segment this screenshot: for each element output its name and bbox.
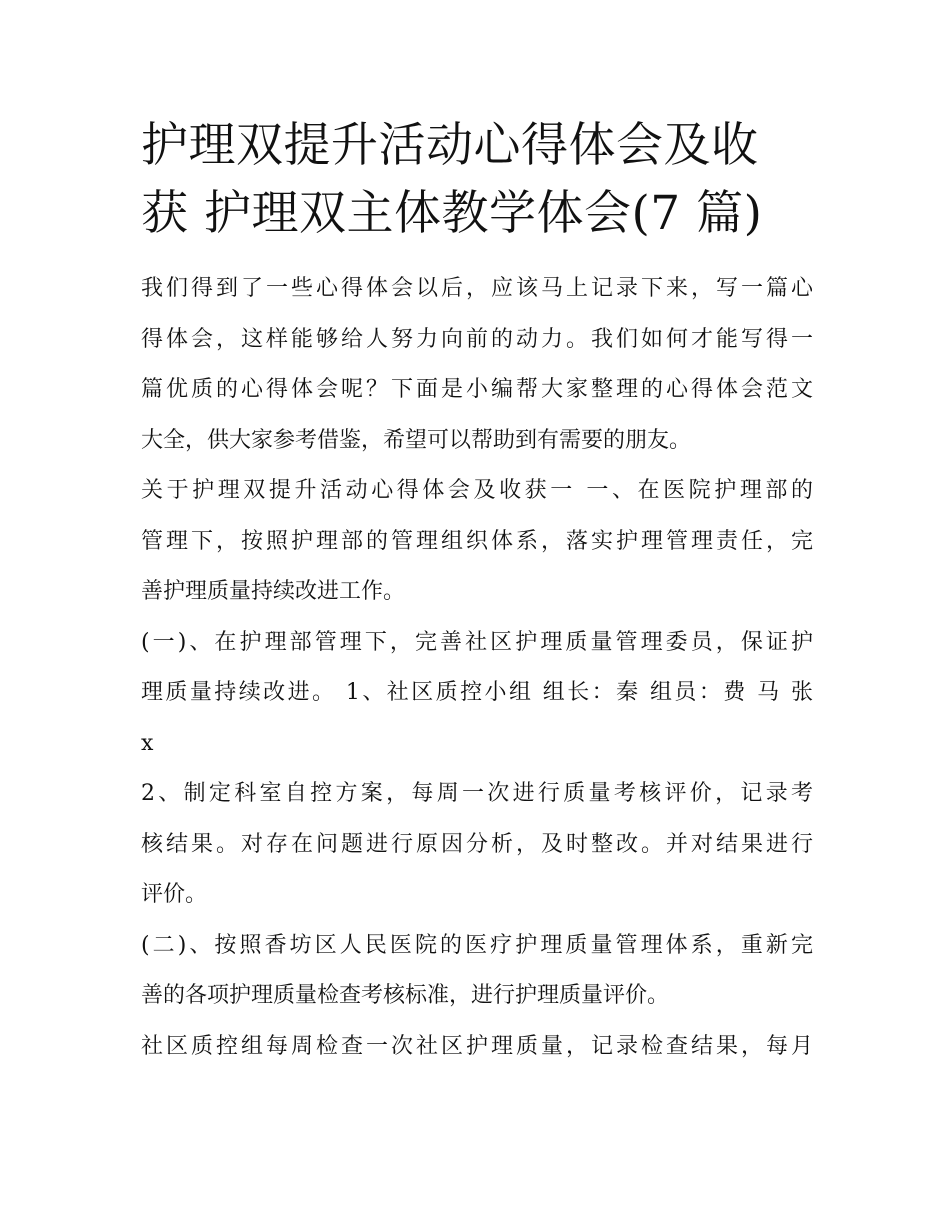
text-line: 我们得到了一些心得体会以后，应该马上记录下来，写一篇心 bbox=[141, 276, 813, 301]
paragraph-section-one bbox=[141, 466, 813, 618]
title-line: 护理双提升活动心得体会及收 bbox=[141, 118, 759, 173]
text-line: 善护理质量持续改进工作。 bbox=[141, 579, 406, 604]
text-line: 评价。 bbox=[141, 882, 208, 907]
document-content bbox=[141, 112, 813, 1072]
paragraph-subsection-two bbox=[141, 921, 813, 1022]
paragraph-intro bbox=[141, 264, 813, 466]
text-line: 管理下，按照护理部的管理组织体系，落实护理管理责任，完 bbox=[141, 528, 813, 554]
text-line: x bbox=[141, 730, 154, 756]
document-title bbox=[141, 112, 813, 248]
text-line: 关于护理双提升活动心得体会及收获一 一、在医院护理部的 bbox=[141, 478, 813, 503]
text-line: 核结果。对存在问题进行原因分析，及时整改。并对结果进行 bbox=[141, 831, 813, 857]
text-line: 理质量持续改进。 1、社区质控小组 组长：秦 组员：费 马 张 bbox=[141, 680, 813, 705]
paragraph-item-two bbox=[141, 769, 813, 921]
text-line: 得体会，这样能够给人努力向前的动力。我们如何才能写得一 bbox=[141, 326, 813, 352]
title-line: 获 护理双主体教学体会(7 篇) bbox=[141, 186, 763, 241]
document-body bbox=[141, 264, 813, 1072]
text-line: 2、制定科室自控方案，每周一次进行质量考核评价，记录考 bbox=[141, 781, 813, 806]
text-line: 篇优质的心得体会呢？下面是小编帮大家整理的心得体会范文 bbox=[141, 377, 813, 402]
text-line: 社区质控组每周检查一次社区护理质量，记录检查结果，每月 bbox=[141, 1033, 813, 1059]
text-line: (一)、在护理部管理下，完善社区护理质量管理委员，保证护 bbox=[141, 629, 813, 655]
text-line: (二)、按照香坊区人民医院的医疗护理质量管理体系，重新完 bbox=[141, 932, 813, 958]
paragraph-quality-check bbox=[141, 1022, 813, 1073]
paragraph-subsection-one bbox=[141, 618, 813, 770]
text-line: 大全，供大家参考借鉴，希望可以帮助到有需要的朋友。 bbox=[141, 427, 692, 453]
text-line: 善的各项护理质量检查考核标准，进行护理质量评价。 bbox=[141, 983, 670, 1008]
